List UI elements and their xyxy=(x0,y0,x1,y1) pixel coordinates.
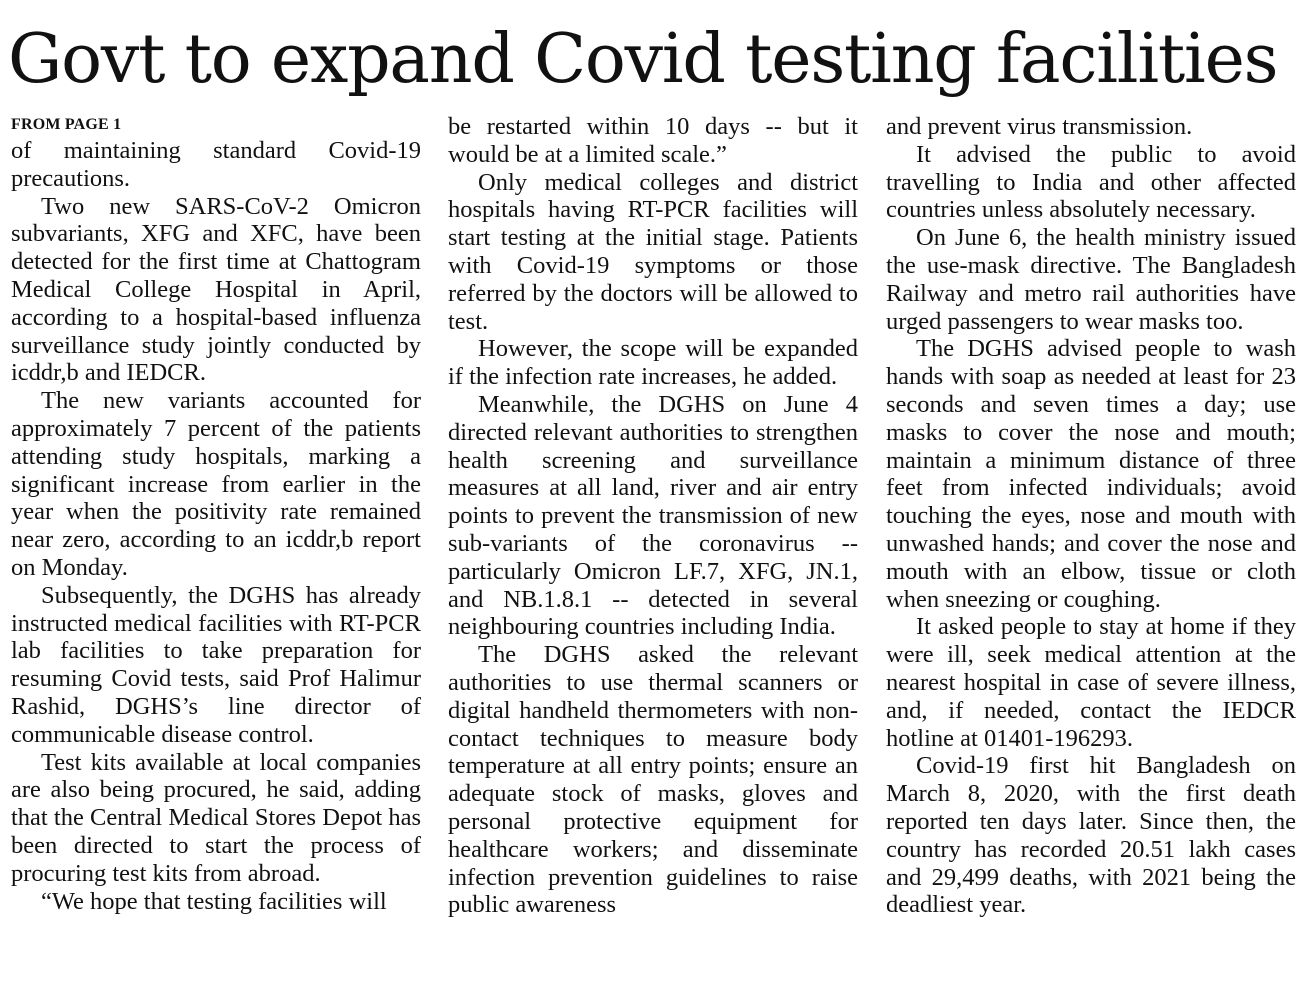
paragraph: “We hope that testing facilities will xyxy=(41,887,387,915)
paragraph: Two new SARS-CoV-2 Omicron subvariants, XFG and XFC, have been detected for the first time at Chattogram Medical College Hospital in April, according to a hospital-based influenza surveillance study jointly conducted by icddr,b and IEDCR. xyxy=(11,192,421,387)
paragraph: The DGHS asked the relevant authorities to use thermal scanners or digital handheld thermometers with non-contact techniques to measure body temperature at all entry points; ensure an adequate stock of masks, gloves and personal protective equipment for healthcare workers; and disseminate infection prevention guidelines to raise public awareness xyxy=(448,641,858,919)
paragraph: Subsequently, the DGHS has already instructed medical facilities with RT-PCR lab facilities to take preparation for resuming Covid tests, said Prof Halimur Rashid, DGHS’s line director of communicable disease control. xyxy=(11,581,421,748)
paragraph: Only medical colleges and district hospitals having RT-PCR facilities will start testing at the initial stage. Patients with Covid-19 symptoms or those referred by the doctors will be allowed to test. xyxy=(448,168,858,335)
paragraph: However, the scope will be expanded if the infection rate increases, he added. xyxy=(448,335,858,391)
paragraph: It asked people to stay at home if they were ill, seek medical attention at the nearest hospital in case of severe illness, and, if needed, contact the IEDCR hotline at 01401-196293. xyxy=(886,613,1296,752)
article-column-1 xyxy=(11,113,421,915)
paragraph: Meanwhile, the DGHS on June 4 directed relevant authorities to strengthen health screening and surveillance measures at all land, river and air entry points to prevent the transmission of new sub-variants of the coronavirus -- particularly Omicron LF.7, XFG, JN.1, and NB.1.8.1 -- detected in several neighbouring countries including India. xyxy=(448,390,858,641)
paragraph: be restarted within 10 days -- but it would be at a limited scale.” xyxy=(448,113,858,168)
paragraph: of maintaining standard Covid-19 precautions. xyxy=(11,137,421,192)
paragraph: It advised the public to avoid travelling to India and other affected countries unless absolutely necessary. xyxy=(886,140,1296,224)
article-column-3 xyxy=(886,113,1296,919)
paragraph: Covid-19 first hit Bangladesh on March 8, 2020, with the first death reported ten days later. Since then, the country has recorded 20.51 lakh cases and 29,499 deaths, with 2021 being the deadliest year. xyxy=(886,752,1296,919)
paragraph: The DGHS advised people to wash hands with soap as needed at least for 23 seconds and seven times a day; use masks to cover the nose and mouth; maintain a minimum distance of three feet from infected individuals; avoid touching the eyes, nose and mouth with unwashed hands; and cover the nose and mouth with an elbow, tissue or cloth when sneezing or coughing. xyxy=(886,335,1296,613)
paragraph: The new variants accounted for approximately 7 percent of the patients attending study hospitals, marking a significant increase from earlier in the year when the positivity rate remained near zero, according to an icddr,b report on Monday. xyxy=(11,387,421,581)
article-column-2 xyxy=(448,113,858,919)
continuation-kicker: FROM PAGE 1 xyxy=(11,116,122,133)
paragraph: and prevent virus transmission. xyxy=(886,113,1193,140)
headline: Govt to expand Covid testing facilities xyxy=(8,20,1278,99)
paragraph: On June 6, the health ministry issued the use-mask directive. The Bangladesh Railway and metro rail authorities have urged passengers to wear masks too. xyxy=(886,224,1296,335)
paragraph: Test kits available at local companies are also being procured, he said, adding that the Central Medical Stores Depot has been directed to start the process of procuring test kits from abroad. xyxy=(11,748,421,887)
